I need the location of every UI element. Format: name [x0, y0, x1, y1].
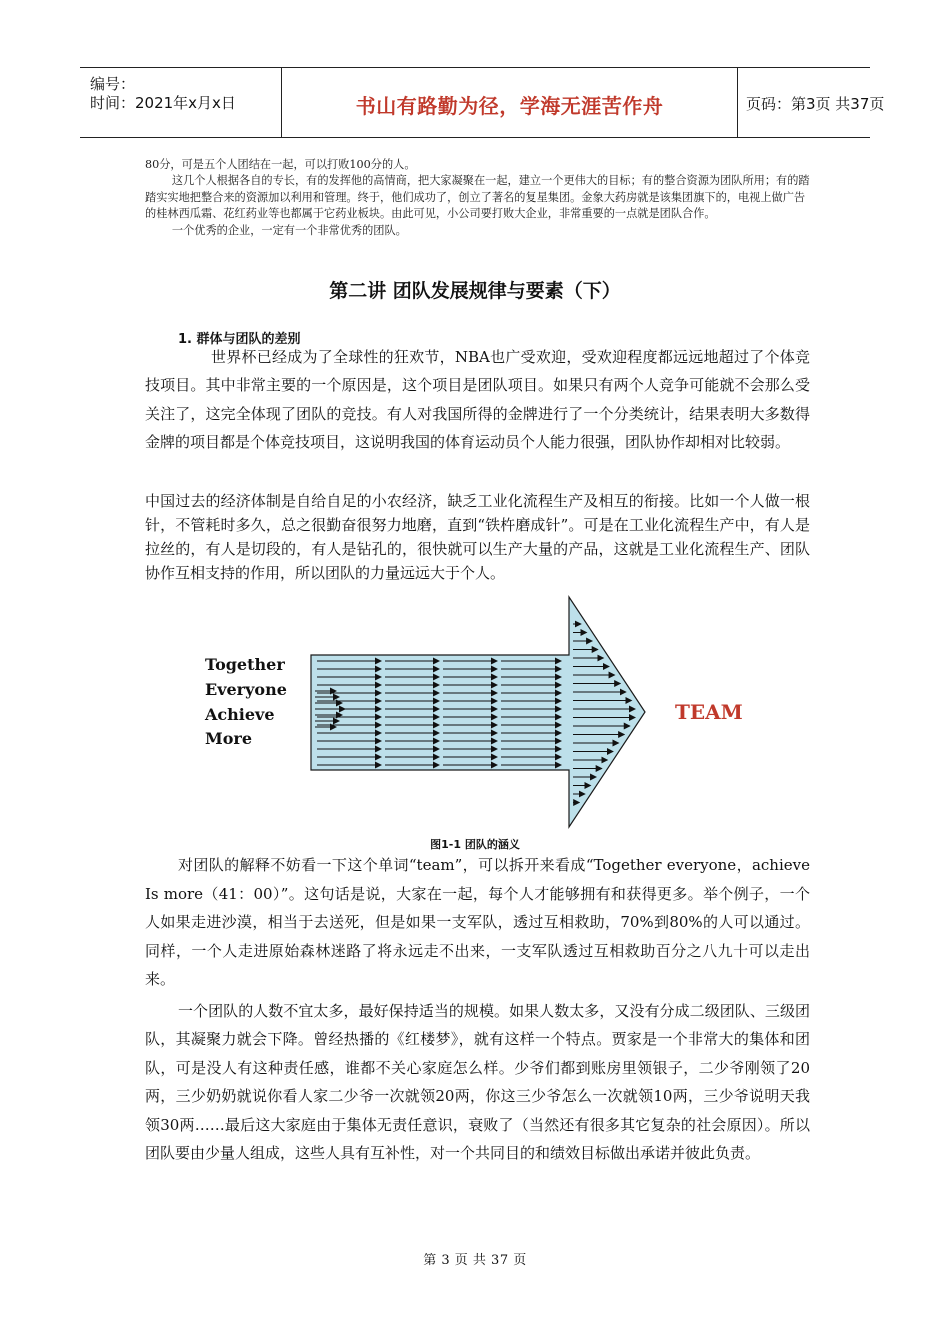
document-header [80, 67, 885, 138]
word-more: More [205, 729, 252, 748]
figure-caption: 图1-1 团队的涵义 [430, 838, 520, 851]
body-section-3 [145, 851, 810, 1171]
intro-paragraph-2: 这几个人根据各自的专长，有的发挥他的高情商，把大家凝聚在一起，建立一个更伟大的目标；有的整合资源为团队所用；有的踏踏实实地把整合来的资源加以利用和管理。终于，他们成功了，创立了著名的复星集团。金象大药房就是该集团旗下的，电视上做广告的桂林西瓜霜、花红药业等也都属于它药业板块。由此可见，小公司要打败大企业，非常重要的一点就是团队合作。 [145, 174, 810, 221]
big-arrow-shape [311, 597, 645, 827]
paragraph: 中国过去的经济体制是自给自足的小农经济，缺乏工业化流程生产及相互的衔接。比如一个人做一根针，不管耗时多久，总之很勤奋很努力地磨，直到“铁杵磨成针”。可是在工业化流程生产中，有人是拉丝的，有人是切段的，有人是钻孔的，很快就可以生产大量的产品，这就是工业化流程生产、团队协作互相支持的作用，所以团队的力量远远大于个人。 [145, 492, 810, 582]
body-section-1 [145, 343, 810, 456]
team-figure [195, 595, 755, 830]
intro-text [145, 157, 810, 239]
paragraph: 世界杯已经成为了全球性的狂欢节，NBA也广受欢迎，受欢迎程度都远远地超过了个体竞技项目。其中非常主要的一个原因是，这个项目是团队项目。如果只有两个人竞争可能就不会那么受关注了，这完全体现了团队的竞技。有人对我国所得的金牌进行了一个分类统计，结果表明大多数得金牌的项目都是个体竞技项目，这说明我国的体育运动员个人能力很强，团队协作却相对比较弱。 [145, 348, 810, 451]
intro-line-1: 80分，可是五个人团结在一起，可以打败100分的人。 [145, 158, 416, 171]
motto: 书山有路勤为径，学海无涯苦作舟 [355, 94, 664, 118]
lecture-title: 第二讲 团队发展规律与要素（下） [329, 280, 621, 302]
word-together: Together [205, 655, 285, 674]
intro-paragraph-3: 一个优秀的企业，一定有一个非常优秀的团队。 [171, 223, 407, 237]
body-section-2 [145, 489, 810, 585]
section-heading: 1. 群体与团队的差别 [178, 332, 301, 347]
word-achieve: Achieve [205, 705, 275, 724]
paragraph: 一个团队的人数不宜太多，最好保持适当的规模。如果人数太多，又没有分成二级团队、三级团队，其凝聚力就会下降。曾经热播的《红楼梦》，就有这样一个特点。贾家是一个非常大的集体和团队，可是没人有这种责任感，谁都不关心家庭怎么样。少爷们都到账房里领银子，二少爷刚领了20两，三少奶奶就说你看人家二少爷一次就领20两，你这三少爷怎么一次就领10两，三少爷说明天我领30两……最后这大家庭由于集体无责任意识，衰败了（当然还有很多其它复杂的社会原因）。所以团队要由少量人组成，这些人具有互补性，对一个共同目的和绩效目标做出承诺并彼此负责。 [145, 1001, 810, 1162]
page-footer: 第 3 页 共 37 页 [423, 1253, 527, 1268]
page-info: 页码：第3页 共37页 [746, 95, 885, 113]
paragraph: 对团队的解释不妨看一下这个单词“team”，可以拆开来看成“Together everyone，achieve Is more（41：00）”。这句话是说，大家在一起，每个人才能够拥有和获得更多。举个例子，一个人如果走进沙漠，相当于去送死，但是如果一支军队，透过互相救助，70%到80%的人可以通过。同样，一个人走进原始森林迷路了将永远走不出来，一支军队透过互相救助百分之八九十可以走出来。 [145, 856, 810, 988]
time-label: 时间：2021年x月x日 [90, 94, 236, 112]
team-label: TEAM [675, 700, 743, 724]
header-right-cell [738, 68, 885, 137]
header-left-cell [80, 68, 282, 137]
team-arrow-diagram [195, 595, 755, 830]
number-label: 编号： [90, 75, 136, 93]
word-everyone: Everyone [205, 680, 287, 699]
header-motto-cell [282, 68, 738, 137]
